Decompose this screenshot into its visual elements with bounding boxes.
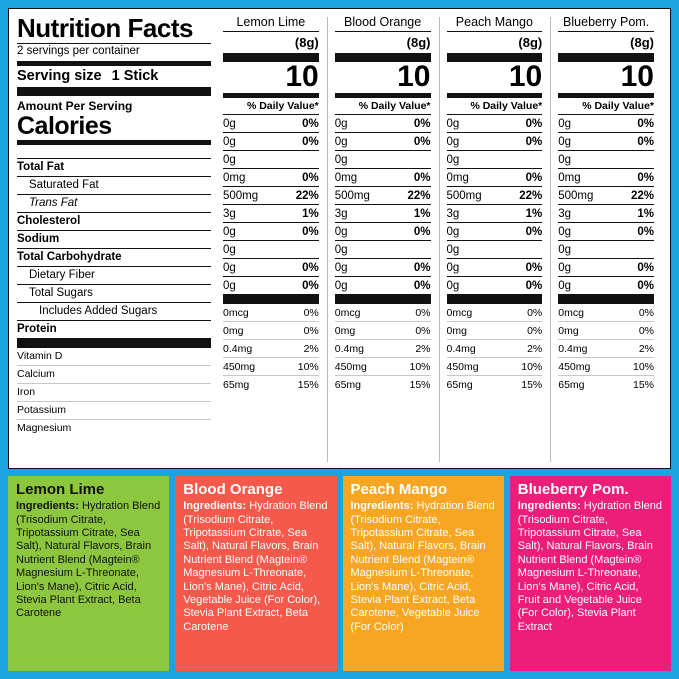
flavor-card-3 [510,476,671,671]
nutrient-amount: 0g [558,117,572,130]
nutrient-daily-value: 22% [295,189,319,202]
nutrient-row [17,249,211,266]
nutrient-value-row [447,223,543,240]
vitamin-value-row [335,340,431,357]
nutrient-name: Dietary Fiber [29,269,95,282]
daily-value-header: % Daily Value* [246,100,319,112]
vitamin-name: Calcium [17,368,55,381]
vitamin-daily-value: 0% [638,306,654,319]
nutrient-name: Sodium [17,233,60,246]
vitamin-value-row [223,358,319,375]
nutrient-amount: 500mg [334,189,370,202]
nutrient-name: Total Sugars [29,287,93,300]
dv-header-spacer [17,145,211,158]
vitamin-value-row [558,322,654,339]
nutrient-row [17,195,211,212]
nutrient-value-row [558,241,654,258]
vitamin-amount: 0mg [223,324,244,337]
nutrient-daily-value: 22% [519,189,543,202]
nutrient-amount: 0g [558,153,572,166]
nutrient-amount: 3g [558,207,572,220]
ingredients-text: Hydration Blend (Trisodium Citrate, Tripotassium Citrate, Sea Salt), Natural Flavors, Brain Nutrient Blend (Magtein® Magnesium L-Threonate, Lion's Mane), Citric Acid, Fruit and Vegetable Juice (For Color), Stevia Plant Extract [517,500,663,633]
nutrition-column-0 [215,15,327,464]
vitamin-name: Potassium [17,404,67,417]
nutrient-daily-value: 0% [637,135,654,148]
nutrient-value-row [223,277,319,294]
vitamin-row [17,384,211,401]
vitamin-daily-value: 0% [638,324,654,337]
nutrient-value-row [335,277,431,294]
nutrient-amount: 0g [334,279,348,292]
vitamin-daily-value: 10% [297,360,319,373]
ingredients-label: Ingredients: [183,500,247,513]
nutrient-value-row [558,259,654,276]
nutrient-amount: 0g [558,279,572,292]
nutrient-daily-value: 0% [637,225,654,238]
nutrient-row [17,267,211,284]
vitamin-value-row [335,358,431,375]
nutrient-amount: 3g [446,207,460,220]
nutrient-daily-value: 0% [302,117,319,130]
nutrient-value-row [335,169,431,186]
vitamin-name: Magnesium [17,422,72,435]
nutrient-daily-value: 0% [525,279,543,292]
daily-value-header: % Daily Value* [470,100,543,112]
nutrient-amount: 0g [223,279,236,292]
vitamin-amount: 65mg [334,378,362,391]
nutrient-row [17,321,211,338]
nutrient-amount: 0g [446,135,460,148]
nutrient-value-row [447,151,543,168]
nutrient-daily-value: 22% [630,189,654,202]
vitamin-value-row [447,322,543,339]
nutrient-daily-value: 0% [525,117,543,130]
nutrient-name: Saturated Fat [29,179,99,192]
flavor-card-title: Lemon Lime [16,480,105,498]
nutrient-amount: 500mg [558,189,594,202]
divider [558,295,654,304]
nutrient-daily-value: 1% [637,207,654,220]
vitamin-amount: 65mg [223,378,250,391]
nutrient-daily-value: 0% [302,171,319,184]
vitamin-daily-value: 15% [521,378,543,391]
vitamin-amount: 0.4mg [334,342,364,355]
vitamin-daily-value: 0% [303,306,319,319]
vitamin-name: Iron [17,386,36,399]
nutrient-amount: 3g [223,207,236,220]
nutrient-daily-value: 0% [413,225,431,238]
vitamin-daily-value: 15% [409,378,431,391]
nutrient-name-list [17,159,211,339]
vitamin-amount: 450mg [334,360,367,373]
nutrient-amount: 0g [334,153,348,166]
vitamin-amount: 0mcg [334,306,361,319]
nutrient-amount: 0g [223,243,236,256]
nutrient-amount: 0g [334,261,348,274]
nutrient-value-row [447,187,543,204]
vitamin-row [17,348,211,365]
nutrient-amount: 0g [334,117,348,130]
nutrient-amount: 500mg [446,189,482,202]
vitamin-value-row [558,358,654,375]
page-title: Nutrition Facts [17,13,193,43]
vitamin-amount: 450mg [446,360,479,373]
nutrient-daily-value: 1% [302,207,319,220]
vitamin-name-list [17,348,211,437]
nutrient-value-row [335,115,431,132]
nutrient-daily-value: 0% [413,279,431,292]
vitamin-amount: 0.4mg [446,342,476,355]
serving-grams: (8g) [294,35,319,50]
serving-grams: (8g) [518,35,543,50]
flavor-column-header: Blood Orange [344,15,422,29]
nutrient-name: Protein [17,323,57,336]
vitamin-daily-value: 10% [632,360,654,373]
nutrient-amount: 3g [334,207,348,220]
vitamin-value-row [558,340,654,357]
vitamin-amount: 0mg [558,324,579,337]
vitamin-amount: 0.4mg [558,342,588,355]
vitamin-row [17,420,211,437]
vitamin-amount: 65mg [446,378,473,391]
vitamin-row [17,402,211,419]
vitamin-amount: 0mg [334,324,356,337]
calories-value: 10 [508,60,543,93]
nutrient-daily-value: 0% [637,117,654,130]
vitamin-value-row [223,340,319,357]
nutrient-amount: 0g [558,243,572,256]
vitamin-amount: 65mg [558,378,585,391]
serving-size-row [17,66,211,87]
flavor-card-ingredients [518,500,663,634]
nutrient-daily-value: 1% [525,207,543,220]
nutrient-value-row [558,115,654,132]
nutrient-amount: 0g [334,135,348,148]
vitamin-value-row [223,304,319,321]
nutrient-name: Cholesterol [17,215,81,228]
calories-label: Calories [17,111,112,140]
nutrient-daily-value: 0% [525,225,543,238]
nutrient-name: Includes Added Sugars [39,305,158,318]
nutrient-daily-value: 0% [637,261,654,274]
flavor-card-ingredients [16,500,161,621]
vitamin-daily-value: 0% [527,324,543,337]
vitamin-daily-value: 10% [409,360,431,373]
nutrient-name: Total Fat [17,161,65,174]
flavor-cards [8,476,671,671]
vitamin-amount: 0mcg [446,306,473,319]
vitamin-amount: 0mg [446,324,467,337]
nutrient-name: Total Carbohydrate [17,251,122,264]
flavor-card-2 [343,476,504,671]
vitamin-daily-value: 15% [297,378,319,391]
nutrient-amount: 0g [223,117,236,130]
vitamin-value-row [223,376,319,393]
ingredients-label: Ingredients: [350,500,414,513]
ingredients-label: Ingredients: [16,500,79,513]
vitamin-daily-value: 2% [527,342,543,355]
nutrient-daily-value: 0% [525,135,543,148]
nutrition-value-columns [215,15,662,464]
nutrient-daily-value: 22% [407,189,431,202]
vitamin-daily-value: 15% [632,378,654,391]
serving-size-value: 1 Stick [111,67,159,84]
nutrient-value-row [558,277,654,294]
nutrient-value-row [447,205,543,222]
nutrition-column-3 [550,15,662,464]
nutrient-value-row [223,133,319,150]
nutrient-value-row [223,259,319,276]
vitamin-daily-value: 0% [415,324,431,337]
nutrient-value-row [223,151,319,168]
serving-size-label: Serving size [17,67,102,84]
nutrient-amount: 0g [223,153,236,166]
vitamin-value-row [447,340,543,357]
nutrient-value-row [558,223,654,240]
nutrient-row [17,213,211,230]
nutrient-amount: 0g [334,225,348,238]
nutrient-value-row [335,205,431,222]
vitamin-daily-value: 0% [527,306,543,319]
ingredients-text: Hydration Blend (Trisodium Citrate, Tripotassium Citrate, Sea Salt), Natural Flavors, Brain Nutrient Blend (Magtein® Magnesium L-Threonate, Lion's Mane), Citric Acid, Vegetable Juice (For Color), Stevia Plant Extract, Beta Carotene [183,500,328,633]
vitamin-daily-value: 0% [415,306,431,319]
flavor-card-ingredients [183,500,328,634]
ingredients-label: Ingredients: [517,500,581,513]
nutrient-daily-value: 0% [302,135,319,148]
amount-per-serving-label: Amount Per Serving [17,98,133,113]
nutrition-column-1 [327,15,439,464]
vitamin-row [17,366,211,383]
vitamin-value-row [447,376,543,393]
divider [223,295,319,304]
vitamin-amount: 0mcg [223,306,249,319]
nutrient-value-row [558,151,654,168]
nutrient-value-row [447,169,543,186]
nutrient-daily-value: 0% [413,171,431,184]
nutrient-amount: 0g [446,117,460,130]
nutrient-daily-value: 0% [413,117,431,130]
divider [447,295,543,304]
divider [335,295,431,304]
nutrient-value-row [223,115,319,132]
nutrient-amount: 500mg [223,189,259,202]
nutrient-amount: 0g [446,261,460,274]
vitamin-amount: 450mg [558,360,591,373]
nutrient-daily-value: 0% [413,261,431,274]
daily-value-header: % Daily Value* [358,100,431,112]
flavor-card-0 [8,476,169,671]
servings-per-container: 2 servings per container [17,45,140,58]
nutrient-amount: 0g [446,225,460,238]
nutrient-amount: 0g [223,261,236,274]
nutrient-daily-value: 0% [302,261,319,274]
calories-value: 10 [620,60,654,93]
nutrient-value-row [335,133,431,150]
vitamin-value-row [447,304,543,321]
vitamin-value-row [447,358,543,375]
vitamin-daily-value: 2% [638,342,654,355]
vitamin-value-row [335,322,431,339]
serving-grams: (8g) [406,35,431,50]
nutrient-value-row [223,223,319,240]
flavor-card-title: Blueberry Pom. [517,480,629,498]
calories-value: 10 [397,60,431,93]
nutrient-daily-value: 0% [637,171,654,184]
nutrient-amount: 0mg [223,171,246,184]
nutrient-row [17,303,211,320]
nutrient-amount: 0mg [446,171,469,184]
nutrient-amount: 0g [558,135,572,148]
flavor-column-header: Blueberry Pom. [563,15,650,29]
nutrient-daily-value: 0% [637,279,654,292]
nutrient-amount: 0g [558,225,572,238]
nutrient-amount: 0g [223,225,236,238]
daily-value-header: % Daily Value* [582,100,654,112]
vitamin-value-row [558,376,654,393]
vitamin-amount: 450mg [223,360,256,373]
vitamin-daily-value: 2% [415,342,431,355]
nutrient-value-row [558,205,654,222]
ingredients-text: Hydration Blend (Trisodium Citrate, Tripotassium Citrate, Sea Salt), Natural Flavors, Brain Nutrient Blend (Magtein® Magnesium L-Threonate, Lion's Mane), Citric Acid, Stevia Plant Extract, Beta Carotene, Vegetable Juice (For Color) [350,500,495,633]
nutrient-value-row [447,259,543,276]
ingredients-text: Hydration Blend (Trisodium Citrate, Tripotassium Citrate, Sea Salt), Natural Flavors, Brain Nutrient Blend (Magtein® Magnesium L-Threonate, Lion's Mane), Citric Acid, Stevia Plant Extract, Beta Carotene [16,500,161,620]
nutrient-amount: 0g [334,243,348,256]
flavor-column-header: Lemon Lime [236,15,306,29]
vitamin-value-row [223,322,319,339]
nutrient-value-row [447,241,543,258]
nutrient-row [17,177,211,194]
nutrient-value-row [223,169,319,186]
serving-grams: (8g) [630,35,654,50]
nutrient-row [17,159,211,176]
nutrient-value-row [335,223,431,240]
divider [17,87,211,96]
flavor-column-header: Peach Mango [455,15,533,29]
nutrient-row [17,231,211,248]
nutrition-left-column [17,15,215,464]
nutrient-value-row [558,133,654,150]
vitamin-amount: 0.4mg [223,342,253,355]
flavor-card-title: Blood Orange [183,480,283,498]
nutrient-daily-value: 0% [302,225,319,238]
nutrient-amount: 0g [446,279,460,292]
flavor-card-title: Peach Mango [350,480,448,498]
nutrient-value-row [335,259,431,276]
nutrient-value-row [223,241,319,258]
vitamin-daily-value: 10% [521,360,543,373]
nutrient-amount: 0g [446,153,460,166]
vitamin-daily-value: 2% [303,342,319,355]
vitamin-amount: 0mcg [558,306,584,319]
vitamin-value-row [335,376,431,393]
nutrient-daily-value: 1% [413,207,431,220]
flavor-card-ingredients [351,500,496,634]
nutrient-value-row [558,187,654,204]
vitamin-daily-value: 0% [303,324,319,337]
nutrition-column-2 [439,15,551,464]
nutrient-value-row [223,187,319,204]
nutrient-value-row [223,205,319,222]
vitamin-value-row [335,304,431,321]
nutrient-amount: 0g [223,135,236,148]
nutrient-daily-value: 0% [302,279,319,292]
flavor-card-1 [175,476,336,671]
nutrient-value-row [447,115,543,132]
nutrient-value-row [335,151,431,168]
nutrient-amount: 0mg [334,171,358,184]
vitamin-value-row [558,304,654,321]
nutrient-daily-value: 0% [413,135,431,148]
nutrient-value-row [447,133,543,150]
nutrient-amount: 0g [446,243,460,256]
divider [17,339,211,348]
nutrient-daily-value: 0% [525,261,543,274]
nutrient-row [17,285,211,302]
calories-value: 10 [285,60,319,93]
nutrient-amount: 0mg [558,171,581,184]
nutrient-value-row [558,169,654,186]
nutrient-amount: 0g [558,261,572,274]
nutrient-value-row [335,241,431,258]
nutrient-value-row [335,187,431,204]
nutrition-facts-panel [8,8,671,469]
nutrient-value-row [447,277,543,294]
nutrient-name: Trans Fat [29,197,78,210]
nutrient-daily-value: 0% [525,171,543,184]
vitamin-name: Vitamin D [17,350,63,363]
